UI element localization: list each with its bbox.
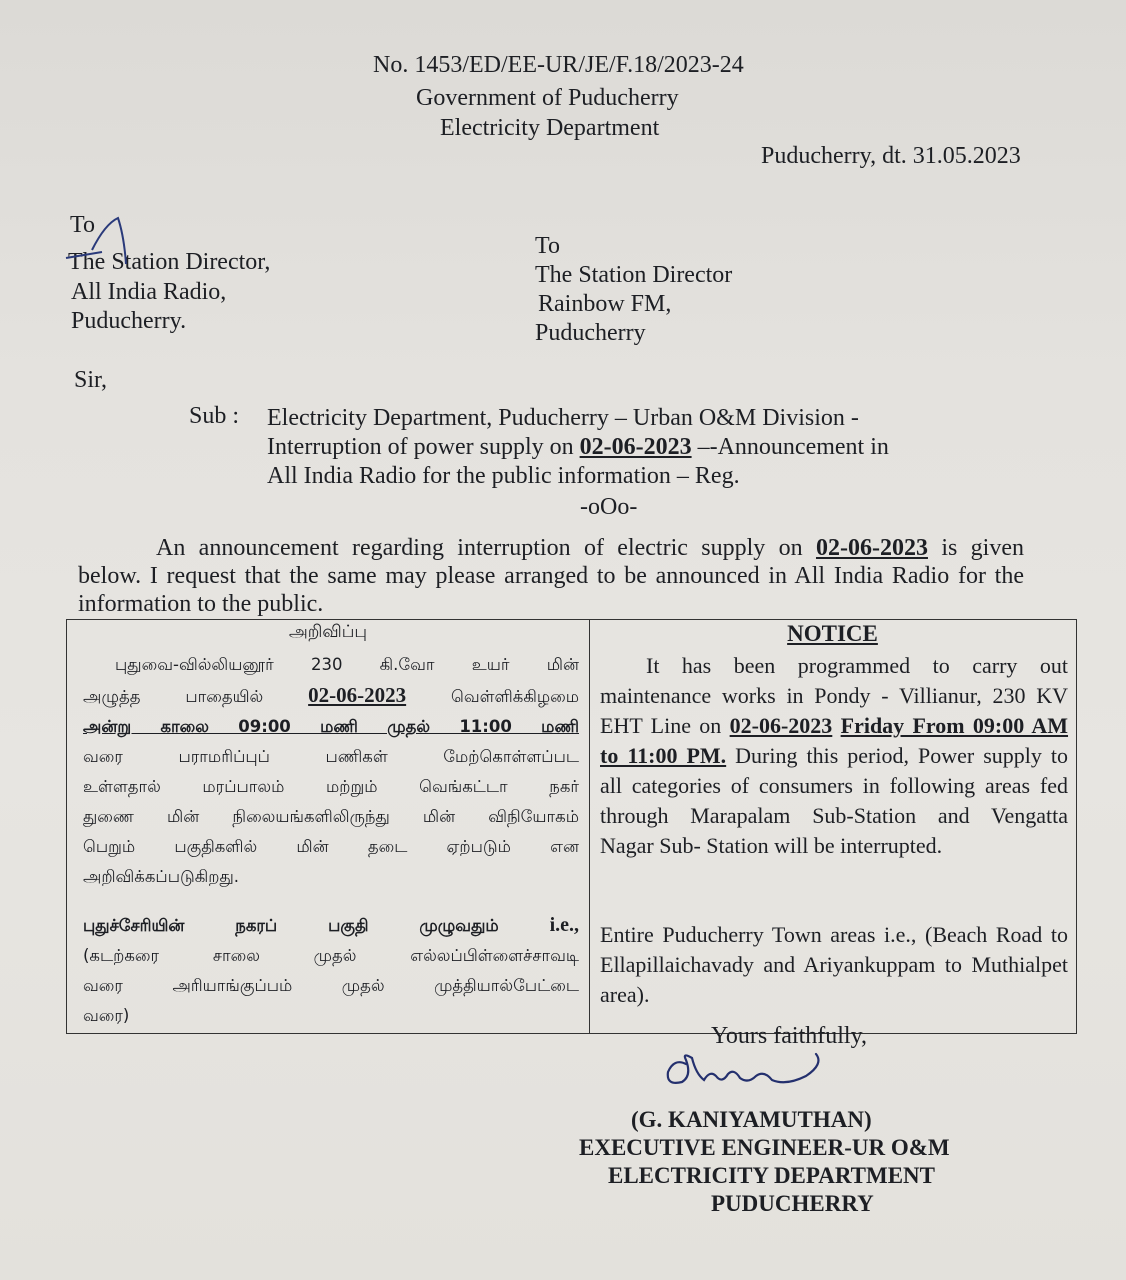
- tamil-area-line4: வரை): [83, 1006, 130, 1025]
- tamil-date: 02-06-2023: [308, 683, 407, 707]
- notice-table: [66, 619, 1077, 1034]
- addressee-right-line2: Rainbow FM,: [538, 291, 672, 317]
- yours-faithfully: Yours faithfully,: [711, 1023, 868, 1049]
- tamil-line7: பெறும் பகுதிகளில் மின் தடை ஏற்படும் என: [83, 837, 579, 856]
- government-name: Government of Puducherry: [416, 85, 679, 111]
- english-line2: maintenance works in Pondy - Villianur, 230 KV: [600, 683, 1068, 708]
- signatory-designation: EXECUTIVE ENGINEER-UR O&M: [579, 1135, 950, 1160]
- subject-label: Sub :: [189, 403, 240, 429]
- tamil-line8: அறிவிக்கப்படுகிறது.: [83, 867, 240, 886]
- english-line4-suffix: During this period, Power supply to: [726, 743, 1068, 768]
- english-line5: all categories of consumers in following areas fed: [600, 773, 1068, 798]
- tamil-notice-text: [83, 650, 579, 892]
- body-line2: below. I request that the same may please arranged to be announced in All India Radio for the: [78, 563, 1024, 589]
- english-line7: Nagar Sub- Station will be interrupted.: [600, 833, 943, 858]
- signatory-name: (G. KANIYAMUTHAN): [631, 1107, 872, 1132]
- handwritten-tick-mark: [60, 212, 140, 272]
- tamil-area-line3: வரை அரியாங்குப்பம் முதல் முத்தியால்பேட்டை: [83, 976, 579, 995]
- subject-line3: All India Radio for the public information – Reg.: [267, 463, 740, 489]
- english-line1: It has been programmed to carry out: [646, 653, 1068, 678]
- signatory-department: ELECTRICITY DEPARTMENT: [608, 1163, 935, 1188]
- english-line6: through Marapalam Sub-Station and Vengatta: [600, 803, 1068, 828]
- separator: -oOo-: [580, 494, 638, 520]
- tamil-line4: வரை பராமரிப்புப் பணிகள் மேற்கொள்ளப்பட: [83, 747, 579, 766]
- addressee-right-line1: The Station Director: [535, 262, 733, 288]
- subject-line2-prefix: Interruption of power supply on: [267, 434, 580, 460]
- english-line3: [600, 711, 1068, 741]
- signature: [656, 1046, 836, 1096]
- addressee-right-line3: Puducherry: [535, 320, 646, 346]
- english-date: 02-06-2023: [729, 713, 833, 738]
- tamil-heading: அறிவிப்பு: [288, 622, 368, 642]
- tamil-area-line2: (கடற்கரை சாலை முதல் எல்லப்பிள்ளைச்சாவடி: [83, 946, 579, 965]
- body-line1-suffix: is given: [927, 535, 1025, 561]
- tamil-line6: துணை மின் நிலையங்களிலிருந்து மின் விநியோகம்: [83, 807, 579, 826]
- english-line3-prefix: EHT Line on: [600, 713, 730, 738]
- department-name: Electricity Department: [440, 115, 660, 141]
- tamil-area-text: [83, 910, 579, 1031]
- body-line3: information to the public.: [78, 591, 324, 617]
- tamil-line5: உள்ளதால் மரப்பாலம் மற்றும் வெங்கட்டா நகர்: [83, 777, 579, 796]
- english-area-line2: Ellapillaichavady and Ariyankuppam to Muthialpet: [600, 952, 1068, 977]
- salutation: Sir,: [74, 367, 108, 393]
- tamil-line1: புதுவை-வில்லியனூர் 230 கி.வோ உயர் மின்: [115, 655, 579, 674]
- body-date: 02-06-2023: [815, 535, 928, 561]
- tamil-area-line1-text: புதுச்சேரியின் நகரப் பகுதி முழுவதும்: [83, 916, 550, 935]
- tamil-line2: [83, 680, 579, 712]
- tamil-area-ie: i.e.,: [549, 914, 579, 936]
- addressee-left-line2: All India Radio,: [71, 279, 227, 305]
- place-date: Puducherry, dt. 31.05.2023: [761, 143, 1021, 169]
- subject-date: 02-06-2023: [579, 434, 692, 460]
- to-label-left: To: [70, 212, 95, 238]
- subject-line2: [267, 433, 889, 462]
- signatory-place: PUDUCHERRY: [711, 1191, 874, 1216]
- addressee-left-line1: The Station Director,: [68, 249, 271, 275]
- subject-line2-suffix: –-Announcement in: [691, 434, 889, 460]
- table-divider: [589, 620, 590, 1033]
- tamil-line2-suffix: வெள்ளிக்கிழமை: [406, 687, 580, 706]
- to-label-right: To: [535, 233, 560, 259]
- tamil-area-line1: [83, 910, 579, 941]
- english-heading: NOTICE: [787, 621, 878, 646]
- addressee-left-line3: Puducherry.: [71, 308, 187, 334]
- tamil-line2-prefix: அழுத்த பாதையில்: [83, 687, 309, 706]
- english-time-from: Friday From 09:00 AM: [840, 713, 1069, 738]
- body-line1-prefix: An announcement regarding interruption of electric supply on: [156, 535, 816, 561]
- subject-text: [267, 404, 889, 491]
- english-area-text: [600, 920, 1068, 1010]
- english-time-to: to 11:00 PM.: [600, 743, 727, 768]
- english-area-line1: Entire Puducherry Town areas i.e., (Beach Road to: [600, 922, 1068, 947]
- reference-number: No. 1453/ED/EE-UR/JE/F.18/2023-24: [373, 52, 744, 78]
- tamil-line3: அன்று காலை 09:00 மணி முதல் 11:00 மணி: [83, 717, 579, 736]
- english-notice-text: [600, 651, 1068, 861]
- body-line1: [78, 534, 1024, 562]
- subject-line1: Electricity Department, Puducherry – Urban O&M Division -: [267, 405, 859, 431]
- english-line4: [600, 741, 1068, 771]
- english-area-line3: area).: [600, 982, 650, 1007]
